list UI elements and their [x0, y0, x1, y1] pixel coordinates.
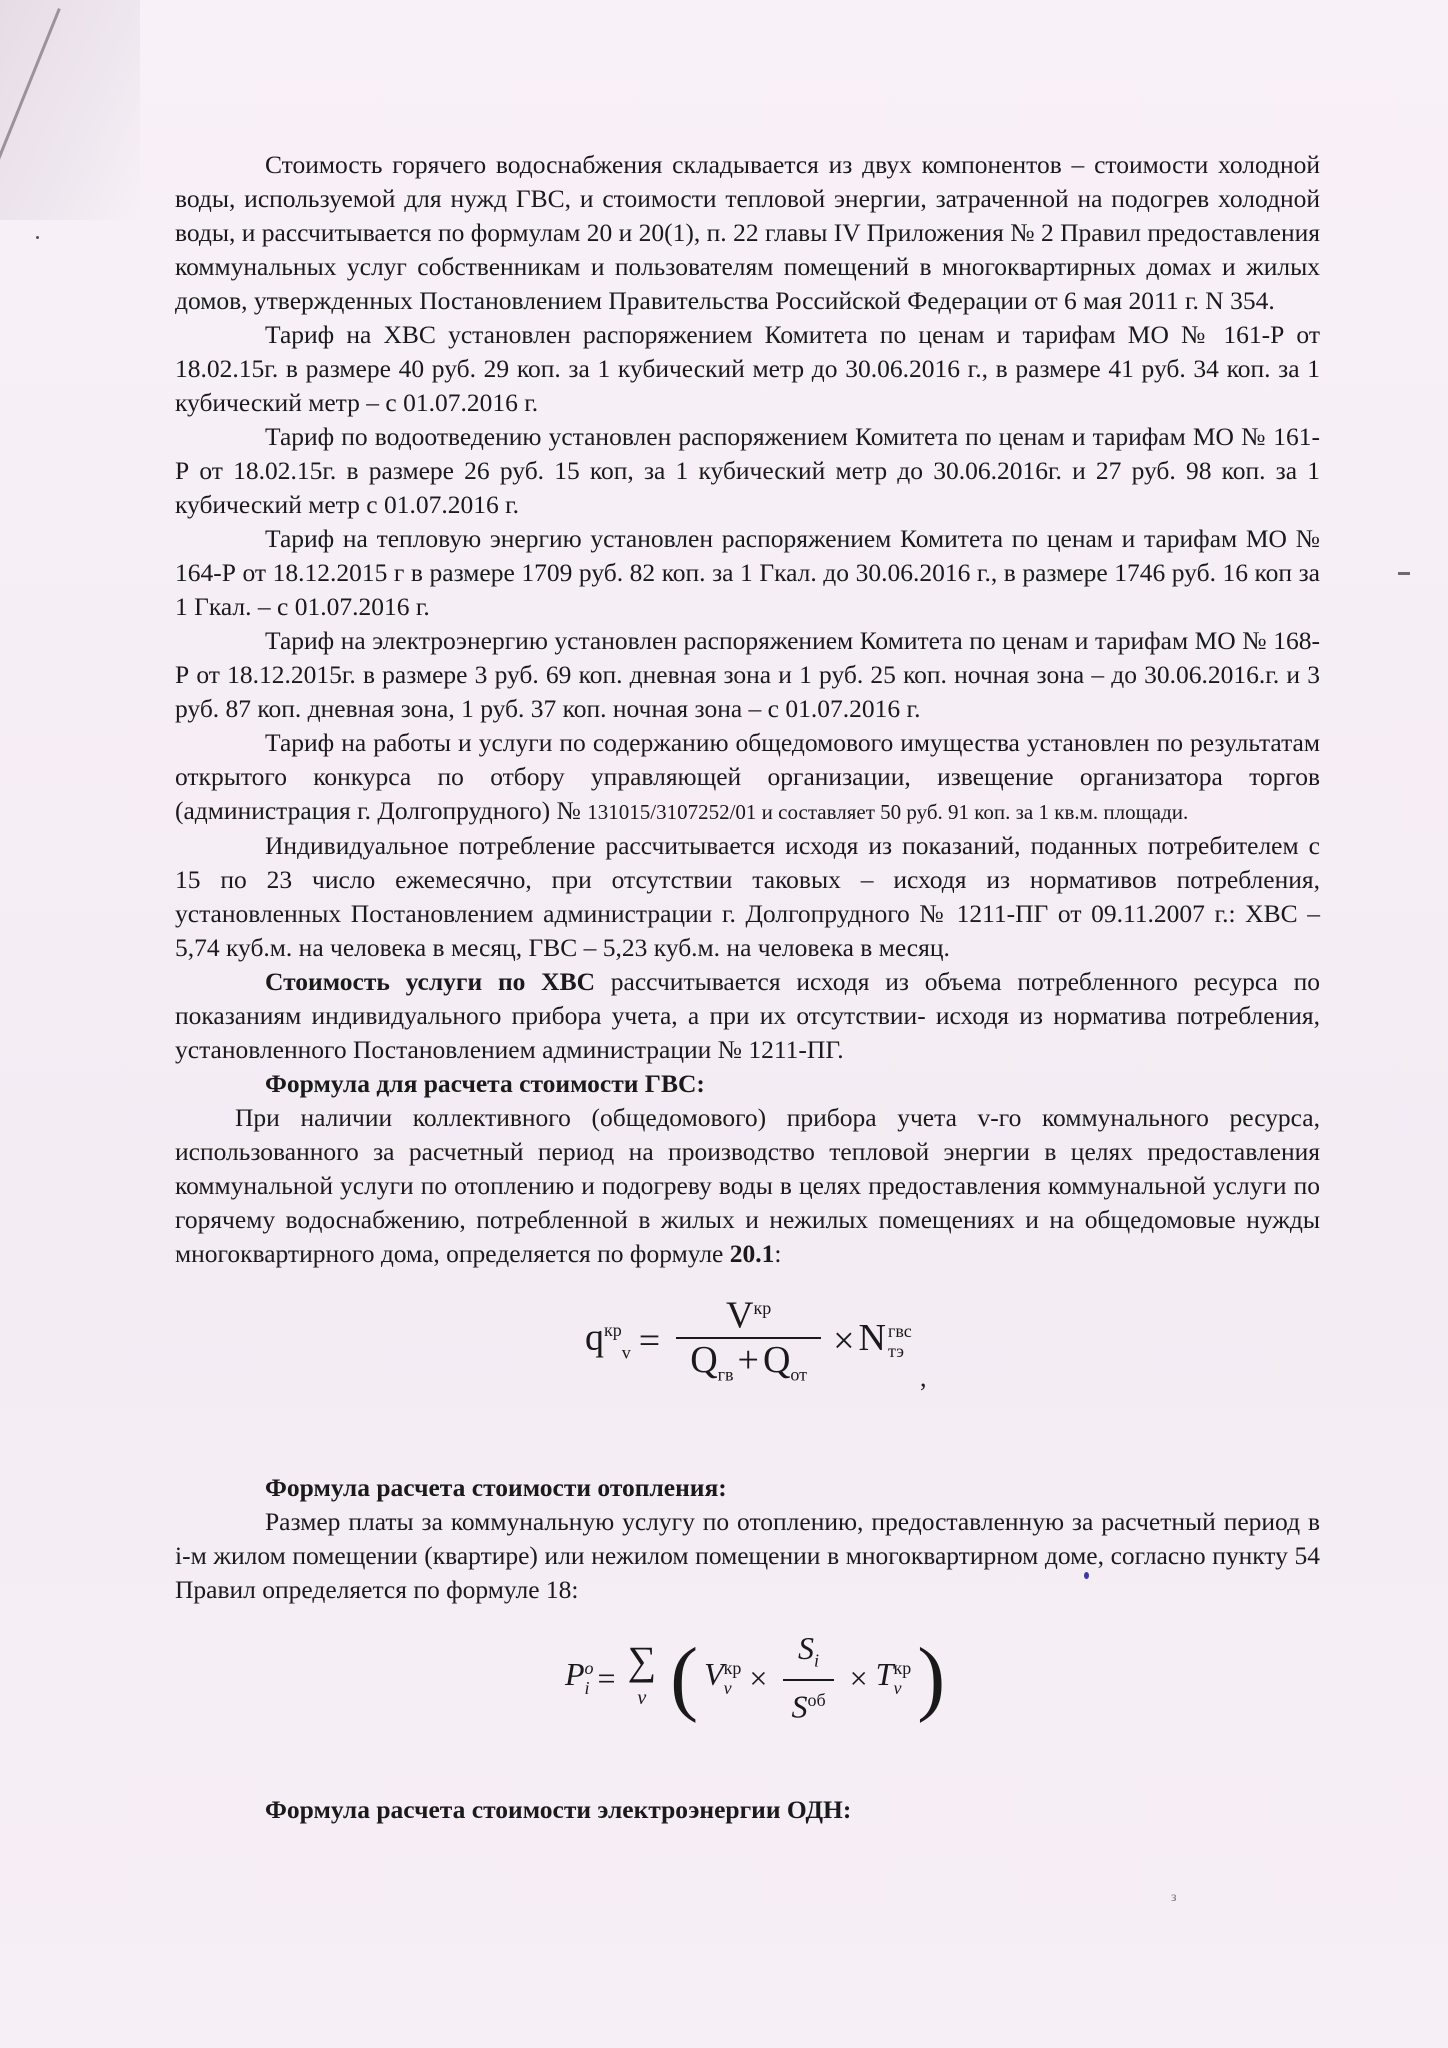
corner-mark: з — [1171, 1890, 1177, 1905]
scan-shadow — [0, 0, 140, 220]
f1-rhs: N гвс тэ — [858, 1316, 912, 1362]
formula-20-1 — [175, 1277, 1320, 1427]
formula-20-1-expression — [585, 1291, 912, 1391]
paragraph-collective-meter — [175, 1101, 1320, 1271]
paragraph-drainage-tariff: Тариф по водоотведению установлен распоряжением Комитета по ценам и тарифам МО № 161-Р от 18.02.15г. в размере 26 руб. 15 коп, за 1 кубический метр до 30.06.2016г. и 27 руб. 98 коп. за 1 кубический метр с 01.07.2016 г. — [175, 422, 1320, 519]
f1-lhs: $q^{кр}_v$ — [585, 1316, 631, 1363]
f1-times: × — [833, 1320, 855, 1363]
f2-times1: × — [749, 1659, 768, 1696]
f2-numerator: $S_i$ — [798, 1630, 820, 1671]
f2-sum: ∑ v — [627, 1637, 657, 1709]
document-body — [175, 148, 1320, 1827]
maintenance-text: Тариф на работы и услуги по содержанию общедомового имущества установлен по результатам открытого конкурса по отбору управляющей организации, извещение организатора торгов (администрация г. Долгопрудного) № — [175, 728, 1320, 825]
paragraph-cold-water-service — [175, 965, 1320, 1067]
heading-hot-water-formula-text: Формула для расчета стоимости ГВС: — [265, 1069, 705, 1098]
f1-eq: = — [638, 1320, 661, 1363]
f2-denominator: $S^{об}$ — [783, 1679, 833, 1724]
paragraph-heat-tariff: Тариф на тепловую энергию установлен распоряжением Комитета по ценам и тарифам МО № 164-Р от 18.12.2015 г в размере 1709 руб. 82 коп. за 1 Гкал. до 30.06.2016 г., в размере 1746 руб. 16 коп за 1 Гкал. – с 01.07.2016 г. — [175, 524, 1320, 621]
collective-meter-colon: : — [774, 1239, 782, 1268]
f2-term2: T кр v — [875, 1656, 912, 1698]
f2-times2: × — [849, 1659, 868, 1696]
maintenance-small-text: 131015/3107252/01 и составляет 50 руб. 91 коп. за 1 кв.м. площади. — [587, 800, 1189, 824]
formula-18-expression — [565, 1631, 951, 1724]
paragraph-maintenance-tariff — [175, 726, 1320, 829]
f2-open-paren: ( — [670, 1630, 699, 1724]
f1-fraction — [676, 1291, 821, 1391]
scan-speck — [36, 236, 39, 239]
heading-hot-water-formula — [175, 1067, 1320, 1101]
formula-number: 20.1 — [729, 1239, 775, 1268]
formula-18 — [175, 1621, 1320, 1739]
paragraph-electricity-tariff: Тариф на электроэнергию установлен распоряжением Комитета по ценам и тарифам МО № 168-Р от 18.12.2015г. в размере 3 руб. 69 коп. дневная зона и 1 руб. 25 коп. ночная зона – до 30.06.2016.г. и 3 руб. 87 коп. дневная зона, 1 руб. 37 коп. ночная зона – с 01.07.2016 г. — [175, 626, 1320, 723]
cold-water-service-text: рассчитывается исходя из объема потребленного ресурса по показаниям индивидуального прибора учета, а при их отсутствии- исходя из норматива потребления, установленного Постановлением администрации № 1211-ПГ. — [175, 967, 1320, 1064]
heading-electricity-formula — [175, 1793, 1320, 1827]
scan-mark — [1398, 572, 1410, 575]
f1-denominator: $Q_{гв} + Q_{от}$ — [676, 1337, 821, 1392]
f2-lhs: P o i — [565, 1656, 594, 1698]
f2-close-paren: ) — [917, 1630, 946, 1724]
f2-fraction — [783, 1631, 833, 1724]
f2-eq: = — [597, 1659, 616, 1696]
cold-water-service-bold: Стоимость услуги по ХВС — [265, 967, 596, 996]
f2-term1: V кр v — [704, 1656, 742, 1698]
paragraph-individual-consumption: Индивидуальное потребление рассчитывается исходя из показаний, поданных потребителем с 15 по 23 число ежемесячно, при отсутствии таковых – исходя из нормативов потребления, установленных Постановлением администрации г. Долгопрудного № 1211-ПГ от 09.11.2007 г.: ХВС – 5,74 куб.м. на человека в месяц, ГВС – 5,23 куб.м. на человека в месяц. — [175, 831, 1320, 962]
paragraph-hot-water-cost: Стоимость горячего водоснабжения складывается из двух компонентов – стоимости холодной воды, используемой для нужд ГВС, и стоимости тепловой энергии, затраченной на подогрев холодной воды, и рассчитывается по формулам 20 и 20(1), п. 22 главы IV Приложения № 2 Правил предоставления коммунальных услуг собственникам и пользователям помещений в многоквартирных домах и жилых домов, утвержденных Постановлением Правительства Российской Федерации от 6 мая 2011 г. N 354. — [175, 150, 1320, 315]
collective-meter-text: При наличии коллективного (общедомового) прибора учета v-го коммунального ресурса, использованного за расчетный период на производство тепловой энергии в целях предоставления коммунальной услуги по отоплению и подогреву воды в целях предоставления коммунальной услуги по горячему водоснабжению, потребленной в жилых и нежилых помещениях и на общедомовые нужды многоквартирного дома, определяется по формуле — [175, 1103, 1320, 1268]
heading-heating-formula — [175, 1471, 1320, 1505]
heading-heating-formula-text: Формула расчета стоимости отопления: — [265, 1473, 727, 1502]
paragraph-heating-payment: Размер платы за коммунальную услугу по отоплению, предоставленную за расчетный период в i-м жилом помещении (квартире) или нежилом помещении в многоквартирном доме, согласно пункту 54 Правил определяется по формуле 18: — [175, 1507, 1320, 1604]
paragraph-cold-water-tariff: Тариф на ХВС установлен распоряжением Комитета по ценам и тарифам МО № 161-Р от 18.02.15г. в размере 40 руб. 29 коп. за 1 кубический метр до 30.06.2016 г., в размере 41 руб. 34 коп. за 1 кубический метр – с 01.07.2016 г. — [175, 320, 1320, 417]
heading-electricity-formula-text: Формула расчета стоимости электроэнергии ОДН: — [265, 1795, 852, 1824]
f1-trailing-comma: , — [920, 1363, 927, 1392]
f1-numerator: $V^{кр}$ — [726, 1294, 772, 1337]
